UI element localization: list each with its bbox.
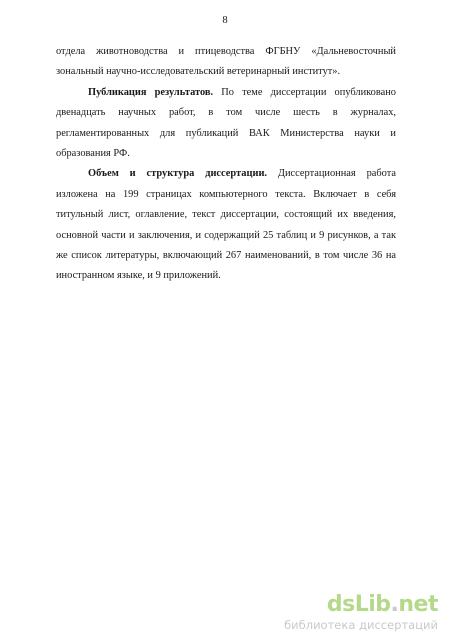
- structure-text: Диссертационная работа изложена на 199 страницах компьютерного текста. Включает в себя титульный лист, оглавление, текст диссертации, состоящий их введения, основной части и заключения, и содержащий 25 таблиц и 9 рисунков, а так же список литературы, включающий 267 наименований, в том числе 36 на иностранном языке, и 9 приложений.: [56, 168, 396, 282]
- watermark-logo-main: dsLib: [326, 591, 391, 617]
- watermark-logo-tld: net: [398, 591, 438, 617]
- watermark-logo-dot: .: [390, 591, 399, 617]
- paragraph-publications: [56, 83, 396, 165]
- watermark-logo: [284, 591, 438, 617]
- paragraph-continuation: отдела животноводства и птицеводства ФГБНУ «Дальневосточный зональный научно-исследовательский ветеринарный институт».: [56, 46, 396, 78]
- watermark: [284, 591, 438, 632]
- page-number: 8: [222, 15, 228, 26]
- paragraph-structure: [56, 164, 396, 286]
- publications-text: По теме диссертации опубликовано двенадцать научных работ, в том числе шесть в журналах, регламентированных для публикаций ВАК Министерства науки и образования РФ.: [56, 86, 397, 160]
- publications-heading: Публикация результатов.: [88, 86, 214, 98]
- structure-heading: Объем и структура диссертации.: [88, 168, 268, 180]
- watermark-subtitle: библиотека диссертаций: [284, 617, 438, 632]
- body-text: [56, 42, 396, 287]
